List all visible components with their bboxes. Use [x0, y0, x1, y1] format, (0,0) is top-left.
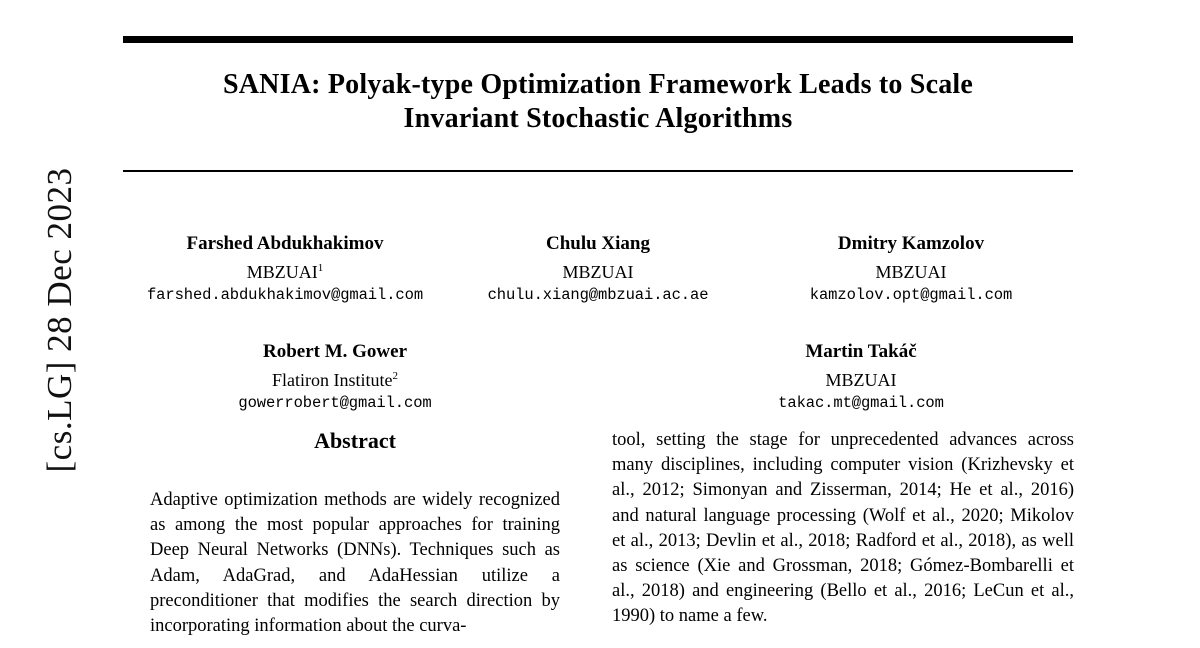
author-name: Martin Takáč	[805, 341, 917, 362]
author-block	[706, 340, 1016, 414]
author-email: farshed.abdukhakimov@gmail.com	[146, 286, 424, 304]
affiliation-text: MBZUAI	[562, 262, 634, 282]
title-rule	[123, 170, 1073, 172]
affiliation-text: MBZUAI	[246, 262, 318, 282]
abstract-paragraph: Adaptive optimization methods are widely recognized as among the most popular approaches for training Deep Neural Networks (DNNs). Techniques such as Adam, AdaGrad, and AdaHessian utilize a preconditioner that modifies the search direction by incorporating information about the curva-	[150, 490, 560, 637]
author-block	[130, 232, 440, 306]
affiliation-mark: 2	[392, 370, 398, 382]
introduction-paragraph: tool, setting the stage for unprecedented advances across many disciplines, including computer vision (Krizhevsky et al., 2012; Simonyan and Zisserman, 2014; He et al., 2016) and natural language processing (Wolf et al., 2020; Mikolov et al., 2013; Devlin et al., 2018; Radford et al., 2018), as well as science (Xie and Grossman, 2018; Gómez-Bombarelli et al., 2018) and engineering (Bello et al., 2016; LeCun et al., 1990) to name a few.	[612, 430, 1074, 627]
paper-page	[120, 0, 1200, 648]
author-name: Robert M. Gower	[262, 341, 408, 362]
author-row-2	[180, 340, 1016, 414]
title-line-1: SANIA: Polyak-type Optimization Framework Leads to Scale	[222, 69, 974, 100]
author-affiliation	[130, 256, 440, 284]
abstract-column	[150, 428, 560, 639]
affiliation-text: Flatiron Institute	[272, 370, 393, 390]
author-name: Chulu Xiang	[545, 233, 651, 254]
affiliation-mark: 1	[317, 262, 324, 274]
author-block	[180, 340, 490, 414]
author-email: chulu.xiang@mbzuai.ac.ae	[487, 286, 709, 304]
affiliation-text: MBZUAI	[875, 262, 947, 282]
introduction-column	[612, 428, 1074, 630]
arxiv-stamp	[0, 0, 120, 648]
author-affiliation	[443, 256, 753, 284]
author-block	[756, 232, 1066, 306]
abstract-heading: Abstract	[314, 428, 396, 453]
top-rule	[123, 36, 1073, 43]
author-affiliation	[180, 364, 490, 392]
author-name: Dmitry Kamzolov	[837, 233, 985, 254]
page-title	[120, 68, 1076, 136]
affiliation-text: MBZUAI	[825, 370, 897, 390]
author-email: kamzolov.opt@gmail.com	[809, 286, 1013, 304]
title-line-2: Invariant Stochastic Algorithms	[403, 103, 793, 134]
author-block	[443, 232, 753, 306]
author-name: Farshed Abdukhakimov	[186, 233, 384, 254]
author-email: gowerrobert@gmail.com	[238, 394, 432, 412]
author-row-1	[120, 232, 1076, 306]
author-affiliation	[706, 364, 1016, 392]
arxiv-stamp-text: [cs.LG] 28 Dec 2023	[40, 167, 79, 473]
author-affiliation	[756, 256, 1066, 284]
author-email: takac.mt@gmail.com	[778, 394, 944, 412]
